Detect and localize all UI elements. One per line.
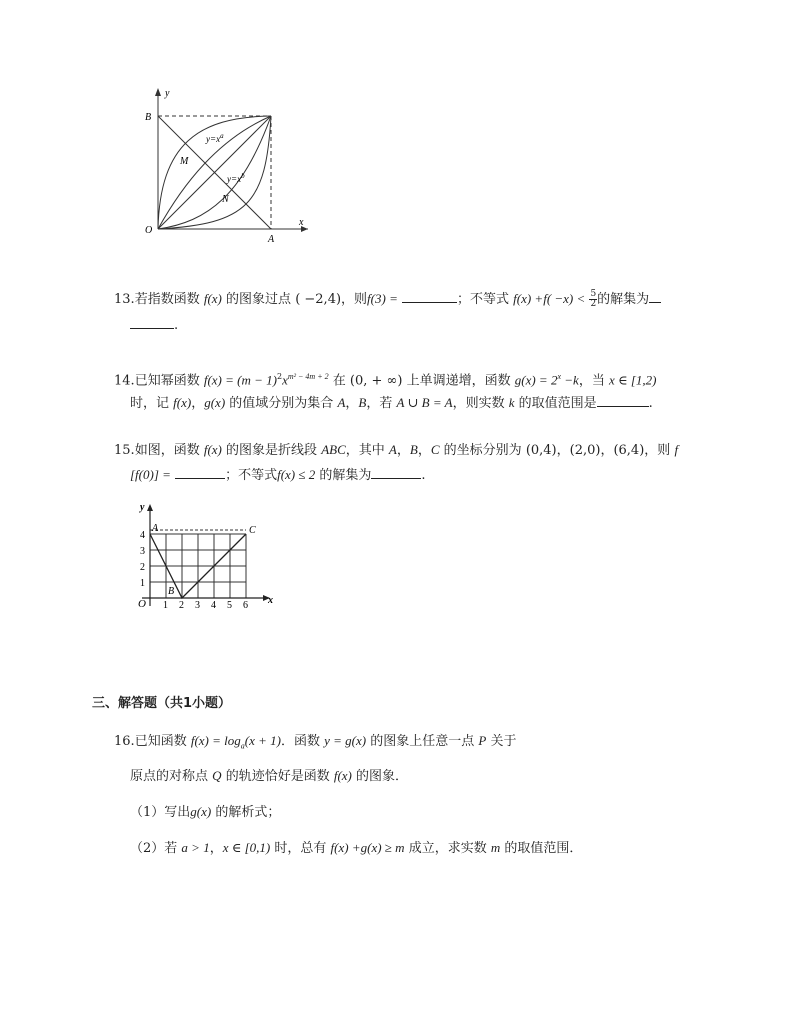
- fig1-ya-label: $y=x^a$: [206, 132, 224, 144]
- fig1-M-label: M: [180, 156, 189, 167]
- question-15-line2: [f(0)] = ；不等式f(x) ≤ 2 的解集为 .: [130, 462, 426, 489]
- fig2-xtick: 3: [195, 600, 200, 611]
- power-function-figure: [138, 84, 318, 249]
- fig2-ytick: 2: [140, 562, 145, 573]
- section-title: 三、解答题（共1小题）: [92, 696, 232, 711]
- question-14-line1: 14.已知幂函数 $f(x) = (m - 1)^2x^{m^2 - 4m + 2}$ 在 (0, + ∞) 上单调递增，函数 $g(x) = 2^x -k$，当 x ∈ [1,2): [114, 372, 657, 389]
- fig1-O-label: O: [145, 225, 153, 236]
- fig1-A-label: A: [268, 234, 275, 245]
- fig1-N-label: N: [222, 194, 229, 205]
- five-halves-fraction: $\frac{5}{2}$: [590, 289, 597, 309]
- question-13-line2: .: [130, 313, 178, 339]
- fig1-y-label: y: [165, 88, 170, 99]
- q15-blank-1[interactable]: [175, 464, 225, 479]
- fig2-B-label: B: [168, 586, 175, 597]
- fig2-A-label: A: [152, 523, 159, 534]
- fig1-x-label: x: [299, 217, 304, 228]
- q14-blank[interactable]: [597, 392, 649, 407]
- fig2-xtick: 4: [211, 600, 216, 611]
- question-16-line1: 16.已知函数 $f(x) = \log_a(x + 1)$．函数 y = g(x) 的图象上任意一点 P 关于: [114, 733, 517, 751]
- fig2-xtick: 2: [179, 600, 184, 611]
- question-14-line2: 时，记 f(x)，g(x) 的值域分别为集合 A，B，若 A ∪ B = A，则实数 k 的取值范围是 .: [130, 390, 653, 417]
- fig2-C-label: C: [249, 525, 256, 536]
- question-16-line2: 原点的对称点 Q 的轨迹恰好是函数 f(x) 的图象．: [130, 768, 409, 784]
- fig1-yb-label: $y=x^b$: [227, 172, 245, 184]
- fig2-y-label: y: [140, 502, 145, 513]
- q15-blank-2[interactable]: [371, 464, 421, 479]
- fig1-B-label: B: [145, 112, 152, 123]
- q13-blank-2b[interactable]: [130, 314, 174, 329]
- fig2-ytick: 4: [140, 530, 145, 541]
- fig2-xtick: 6: [243, 600, 248, 611]
- question-16-part2: （2）若 a > 1，x ∈ [0,1) 时，总有 f(x) +g(x) ≥ m 成立，求实数 m 的取值范围．: [130, 840, 583, 856]
- question-13-line1: 13.若指数函数 f(x) 的图象过点 ( −2,4)，则f(3) = ；不等式 f(x) +f( −x) < $\frac{5}{2}$ 的解集为: [114, 286, 661, 313]
- fig2-xtick: 1: [163, 600, 168, 611]
- fig2-ytick: 3: [140, 546, 145, 557]
- fig2-xtick: 5: [227, 600, 232, 611]
- polyline-abc-figure: [134, 498, 284, 613]
- question-16-part1: （1）写出g(x) 的解析式；: [130, 804, 281, 820]
- q13-blank-2a[interactable]: [649, 288, 661, 303]
- fig2-x-label: x: [268, 595, 273, 606]
- question-15-line1: 15.如图，函数 f(x) 的图象是折线段 ABC，其中 A，B，C 的坐标分别为 (0,4)，(2,0)，(6,4)，则 f: [114, 442, 679, 458]
- fig2-O-label: O: [138, 598, 146, 610]
- fig2-ytick: 1: [140, 578, 145, 589]
- q13-blank-1[interactable]: [402, 288, 457, 303]
